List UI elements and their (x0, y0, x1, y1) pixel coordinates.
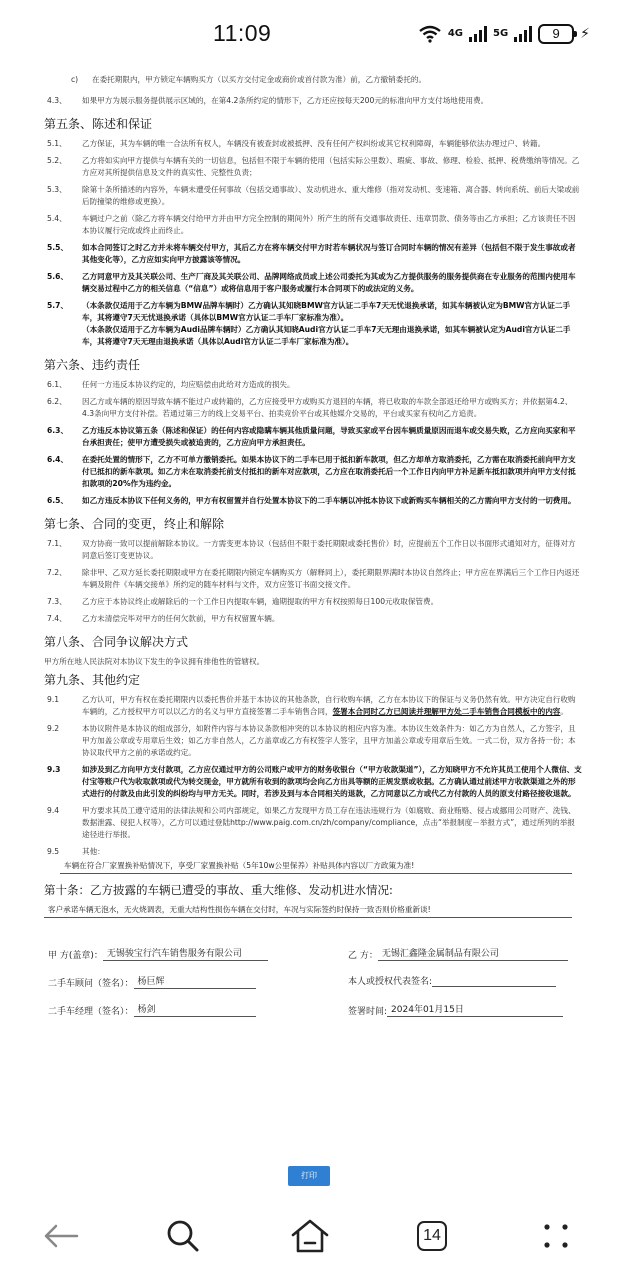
clause-5-7-bmw: 5.7、 （本条款仅适用于乙方车辆为BMW品牌车辆时）乙方确认其知晓BMW官方认证二手车7天无忧退换承诺，如其车辆被认定为BMW官方认证二手车，其将遵守7天无忧退换承诺（具体以BMW官方认证二手车厂家标准为准）。 (47, 301, 571, 322)
clause-5-1: 5.1、 乙方保证，其为车辆的唯一合法所有权人，车辆没有被查封或被抵押、没有任何产权纠纷或其它权利障碍，车辆能够依法办理过户、转籍。 (47, 139, 546, 148)
party-b-name: 无锡汇鑫隆金属制品有限公司 (378, 946, 568, 961)
rep-name (432, 975, 556, 987)
status-icons (418, 24, 590, 44)
search-icon (166, 1219, 200, 1253)
clause-6-1: 6.1、 任何一方违反本协议约定的，均应赔偿由此给对方造成的损失。 (47, 380, 295, 389)
sign-time: 2024年01月15日 (387, 1002, 563, 1017)
manager-name: 杨剑 (134, 1002, 256, 1017)
tabs-count-icon: 14 (417, 1221, 447, 1251)
battery-icon: 9 (538, 24, 574, 44)
clause-9-1-underlined: 签署本合同时乙方已阅读并理解甲方处二手车销售合同模板中的内容 (332, 707, 561, 716)
clause-5-4: 5.4、 车辆过户之前（除乙方将车辆交付给甲方并由甲方完全控制的期间外）所产生的所有交通事故责任、违章罚款、债务等由乙方承担；乙方该责任不因本协议履行完成或终止而终止。 (47, 214, 576, 235)
contract-document[interactable] (0, 58, 620, 1188)
clause-5-3: 5.3、 除第十条所描述的内容外，车辆未遭受任何事故（包括交通事故）、发动机进水、重大维修（指对发动机、变速箱、离合器、转向系统、前后大梁或前后防撞梁的维修或更换）。 (47, 185, 580, 206)
clause-5-5: 5.5、 如本合同签订之时乙方并未将车辆交付甲方，其后乙方在将车辆交付甲方时若车辆状况与签订合同时车辆的情况有差异（包括但不限于发生事故或者其他变化等），乙方应如实向甲方披露该等情况。 (47, 243, 576, 264)
section-6-title: 第六条、违约责任 (44, 358, 141, 372)
print-button[interactable]: 打印 (288, 1166, 330, 1186)
wifi-icon (418, 25, 442, 43)
party-b-row: 乙 方： 无锡汇鑫隆金属制品有限公司 (348, 946, 568, 961)
party-a-row: 甲 方(盖章)： 无锡骏宝行汽车销售服务有限公司 (48, 946, 268, 961)
clause-9-2: 9.2 本协议附件是本协议的组成部分，如附件内容与本协议条款相冲突的以本协议的相应内容为准。本协议生效条件为：如乙方为自然人，乙方签字，且甲方加盖公章或专用章后生效；如乙方非自然人，乙方盖章或乙方有权签字人签字，且甲方加盖公章或专用章后生效。一式二份，双方各持一份；本协议取代甲方之前的承诺或约定。 (47, 724, 576, 757)
party-a-name: 无锡骏宝行汽车销售服务有限公司 (103, 946, 268, 961)
clause-6-4: 6.4、 在委托处置的情形下，乙方不可单方撤销委托。如果本协议下的二手车已用于抵扣新车款项，但乙方却单方取消委托，乙方需在取消委托前向甲方支付已抵扣的新车款项。如乙方未在取消委托前支付抵扣的新车对应款项，乙方应在取消委托后一个工作日内向甲方补足新车抵扣款项并向甲方支付抵扣款项的20%作为违约金。 (47, 455, 576, 488)
clause-7-2: 7.2、 除非甲、乙双方延长委托期限或甲方在委托期限内锁定车辆购买方（解释同上），委托期限界满时本协议自然终止；甲方应在界满后三个工作日内返还车辆及附件《车辆交接单》所约定的随车材料与文件，双方应签订书面交接文件。 (47, 568, 580, 589)
more-dots-icon (541, 1221, 571, 1251)
clause-6-3: 6.3、 乙方违反本协议第五条（陈述和保证）的任何内容或隐瞒车辆其他质量问题，导致买家或平台因车辆质量原因而退车或交易失败，乙方应向买家和平台承担责任；使甲方遭受损失或被追责的，乙方应向甲方承担责任。 (47, 426, 576, 447)
network-5g-label: 5G (492, 28, 509, 39)
clause-6-5: 6.5、 如乙方违反本协议下任何义务的，甲方有权留置并自行处置本协议下的二手车辆以冲抵本协议下或新购买车辆相关的乙方需向甲方支付的一切费用。 (47, 496, 576, 505)
time-row: 签署时间: 2024年01月15日 (348, 1002, 563, 1017)
advisor-name: 杨巨辉 (134, 974, 256, 989)
back-button[interactable] (31, 1206, 91, 1266)
network-4g-label: 4G (447, 28, 463, 39)
section-9-title: 第九条、其他约定 (44, 673, 141, 687)
clause-9-3: 9.3 如涉及到乙方向甲方支付款项，乙方应仅通过甲方的公司账户或甲方的财务收银台（“甲方收款渠道”），乙方知晓甲方不允许其员工使用个人微信、支付宝等账户代为收取款项或代为转交现金，甲方就所有收到的款项均会向乙方出具等额的正规发票或收据。乙方确认通过前述甲方收款渠道之外的形式进行的付款及由此引发的纠纷均与甲方无关。同时，若涉及到与本合同相关的退款，乙方同意以乙方或代乙方付款的人员的原支付路径接收退款。 (47, 765, 582, 798)
clause-7-3: 7.3、 乙方应于本协议终止或解除后的一个工作日内提取车辆，逾期提取的甲方有权按照每日100元收取保管费。 (47, 597, 439, 606)
tabs-button[interactable] (402, 1206, 462, 1266)
manager-row: 二手车经理（签名）： 杨剑 (48, 1002, 256, 1017)
back-arrow-icon (43, 1224, 79, 1248)
search-button[interactable] (153, 1206, 213, 1266)
status-time: 11:09 (213, 20, 272, 46)
clause-5-6: 5.6、 乙方同意甲方及其关联公司、生产厂商及其关联公司、品牌网络成员或上述公司委托为其或为乙方提供服务的服务提供商在专业服务的范围内使用车辆交易过程中乙方的相关信息（“信息”）或将信息用于客户服务或履行本合同项下的或法定的义务。 (47, 272, 576, 293)
clause-9-5-fill: 车辆在符合厂家置换补贴情况下，享受厂家置换补贴（5年10w公里保养）补贴具体内容以厂方政策为准! (60, 860, 572, 874)
clause-9-5: 9.5 其他： (47, 847, 105, 856)
rep-row: 本人或授权代表签名: (348, 974, 556, 987)
clause-6-2: 6.2、 因乙方或车辆的原因导致车辆不能过户或转籍的，乙方应接受甲方或购买方退回的车辆，将已收取的车款全部返还给甲方或购买方；并依据第4.2、4.3条向甲方支付补偿。若通过第三方的线上交易平台、拍卖竞价平台或其他媒介交易的，平台或买家有权向乙方追责。 (47, 397, 573, 418)
signal-4g-icon (469, 26, 487, 42)
home-button[interactable] (280, 1206, 340, 1266)
more-button[interactable] (526, 1206, 586, 1266)
section-5-title: 第五条、陈述和保证 (44, 117, 153, 131)
section-10-title: 第十条：乙方披露的车辆已遭受的事故、重大维修、发动机进水情况: (44, 883, 393, 897)
advisor-row: 二手车顾问（签名）： 杨巨辉 (48, 974, 256, 989)
clause-7-4: 7.4、 乙方未清偿完毕对甲方的任何欠款前，甲方有权留置车辆。 (47, 614, 280, 623)
signal-5g-icon (514, 26, 532, 42)
clause-4-3: 4.3、 如果甲方为展示服务提供展示区域的，在第4.2条所约定的情形下，乙方还应按每天200元的标准向甲方支付场地使用费。 (47, 96, 489, 105)
section-8-title: 第八条、合同争议解决方式 (44, 635, 189, 649)
browser-nav-bar (0, 1196, 620, 1280)
clause-8-text: 甲方所在地人民法院对本协议下发生的争议拥有排他性的管辖权。 (44, 657, 265, 666)
clause-4-2-c: c) 在委托期限内，甲方锁定车辆购买方（以买方交付定金或商价或首付款为准）前，乙方撤销委托的。 (71, 75, 427, 84)
clause-5-2: 5.2、 乙方将如实向甲方提供与车辆有关的一切信息，包括但不限于车辆的使用（包括实际公里数）、瑕疵、事故、修理、检验、抵押、税费缴纳等情况。乙方应对其所提供信息及文件的真实性、完整性负责； (47, 156, 580, 177)
section-7-title: 第七条、合同的变更，终止和解除 (44, 517, 225, 531)
charging-icon: ⚡ (580, 26, 590, 42)
home-icon (290, 1218, 330, 1254)
contract-body (0, 74, 620, 1056)
signature-area (42, 946, 582, 1056)
section-10-fill: 客户承诺车辆无泡水，无火烧调表，无重大结构性损伤车辆在交付时，车况与实际签约时保持一致否则价格重新谈! (44, 904, 572, 918)
clause-9-4: 9.4 甲方要求其员工遵守适用的法律法规和公司内部规定，如果乙方发现甲方员工存在违法违规行为（如腐败、商业贿赂、侵占或挪用公司财产、洗钱、数据泄露、侵犯人权等），乙方可以通过登陆http://www.paig.com.cn/zh/company/compliance，点击“举报制度－举报方式”，通过所列的举报途径进行举报。 (47, 806, 576, 839)
clause-9-1: 9.1 乙方认可，甲方有权在委托期限内以委托售价并基于本协议的其他条款，自行收购车辆，乙方在本协议下的保证与义务仍然有效。甲方决定自行收购车辆的，乙方授权甲方可以以乙方的名义与甲方直接签署二手车销售合同，签署本合同时乙方已阅读并理解甲方处二手车销售合同模板中的内容。 (47, 695, 576, 716)
clause-7-1: 7.1、 双方协商一致可以提前解除本协议。一方需变更本协议（包括但不限于委托期限或委托售价）时，应提前五个工作日以书面形式通知对方，征得对方同意后签订变更协议。 (47, 539, 576, 560)
clause-5-7-audi: （本条款仅适用于乙方车辆为Audi品牌车辆时）乙方确认其知晓Audi官方认证二手车7天无理由退换承诺，如其车辆被认定为Audi官方认证二手车，其将遵守7天无理由退换承诺（具体以Audi官方认证二手车厂家标准为准）。 (82, 325, 571, 346)
